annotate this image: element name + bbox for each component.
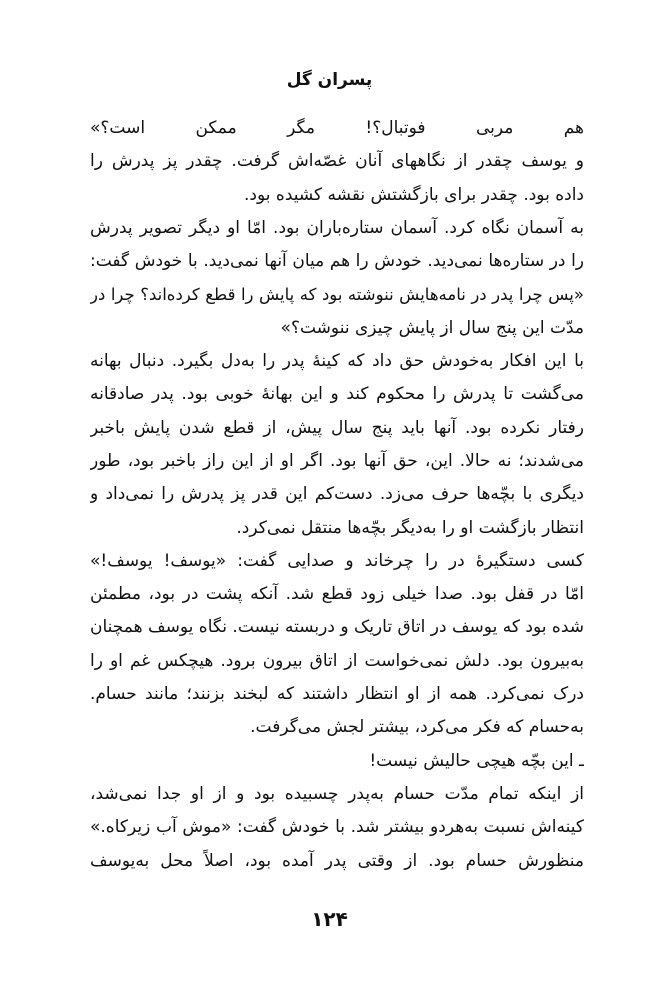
text-line: به‌حسام که فکر می‌کرد، بیشتر لجش می‌گرفت.: [250, 717, 584, 738]
running-header-title: پسران گل: [286, 70, 373, 90]
text-line: «پس چرا پدر در نامه‌هایش ننوشته بود که پایش را قطع کرده‌اند؟ چرا در: [90, 285, 584, 305]
text-line: کسی دستگیرهٔ در را چرخاند و صدایی گفت: «یوسف! یوسف!»: [90, 550, 584, 571]
text-line: رفتار نکرده بود. آنها باید پنج سال پیش، از قطع شدن پایش باخبر: [90, 417, 584, 438]
text-line: انتظار بازگشت او را به‌دیگر بچّه‌ها منتقل نمی‌کرد.: [236, 517, 584, 538]
text-line: امّا در قفل بود. صدا خیلی زود قطع شد. آنکه پشت در بود، مطمئن: [90, 584, 584, 605]
text-line: درک نمی‌کرد. همه از او انتظار داشتند که لبخند بزنند؛ مانند حسام.: [90, 684, 584, 705]
text-line: به‌بیرون بود. دلش نمی‌خواست از اتاق بیرون برود. هیچکس غم او را: [90, 650, 584, 671]
text-line: ـ این بچّه هیچی حالیش نیست!: [369, 750, 584, 771]
body-text: [90, 112, 584, 878]
text-line: به آسمان نگاه کرد. آسمان ستاره‌باران بود. امّا او دیگر تصویر پدرش: [90, 217, 584, 238]
text-line: شده بود که یوسف در اتاق تاریک و دربسته نیست. نگاه یوسف همچنان: [90, 617, 584, 638]
text-line: می‌گشت تا پدرش را محکوم کند و این بهانهٔ خوبی بود. پدر صادقانه: [90, 384, 584, 405]
text-line: دیگری با بچّه‌ها حرف می‌زد. دست‌کم این قدر پز پدرش را نمی‌داد و: [90, 484, 584, 505]
text-line: داده بود. چقدر برای بازگشتش نقشه کشیده بود.: [244, 184, 584, 205]
text-line: کینه‌اش نسبت به‌هردو بیشتر شد. با خودش گفت: «موش آب زیرکاه.»: [90, 817, 584, 838]
text-line: با این افکار به‌خودش حق داد که کینهٔ پدر را به‌دل بگیرد. دنبال بهانه: [90, 351, 584, 372]
text-line: را در ستاره‌ها نمی‌دید. خودش را هم میان آنها نمی‌دید. با خودش گفت:: [90, 251, 584, 272]
text-line: از اینکه تمام مدّت حسام به‌پدر چسبیده بود و از او جدا نمی‌شد،: [90, 783, 584, 804]
text-line: می‌شدند؛ نه حالا. این، حق آنها بود. اگر او از این راز باخبر بود، طور: [90, 450, 584, 471]
text-line: و یوسف چقدر از نگاههای آنان غصّه‌اش گرفت. چقدر پز پدرش را: [90, 151, 584, 172]
page-number: ۱۲۴: [311, 907, 348, 931]
text-line: مدّت این پنج سال از پایش چیزی ننوشت؟»: [280, 317, 584, 338]
text-line: منظورش حسام بود. از وقتی پدر آمده بود، اصلاً محل به‌یوسف: [90, 850, 584, 871]
text-line: هم مربی فوتبال؟! مگر ممکن است؟»: [90, 118, 584, 138]
